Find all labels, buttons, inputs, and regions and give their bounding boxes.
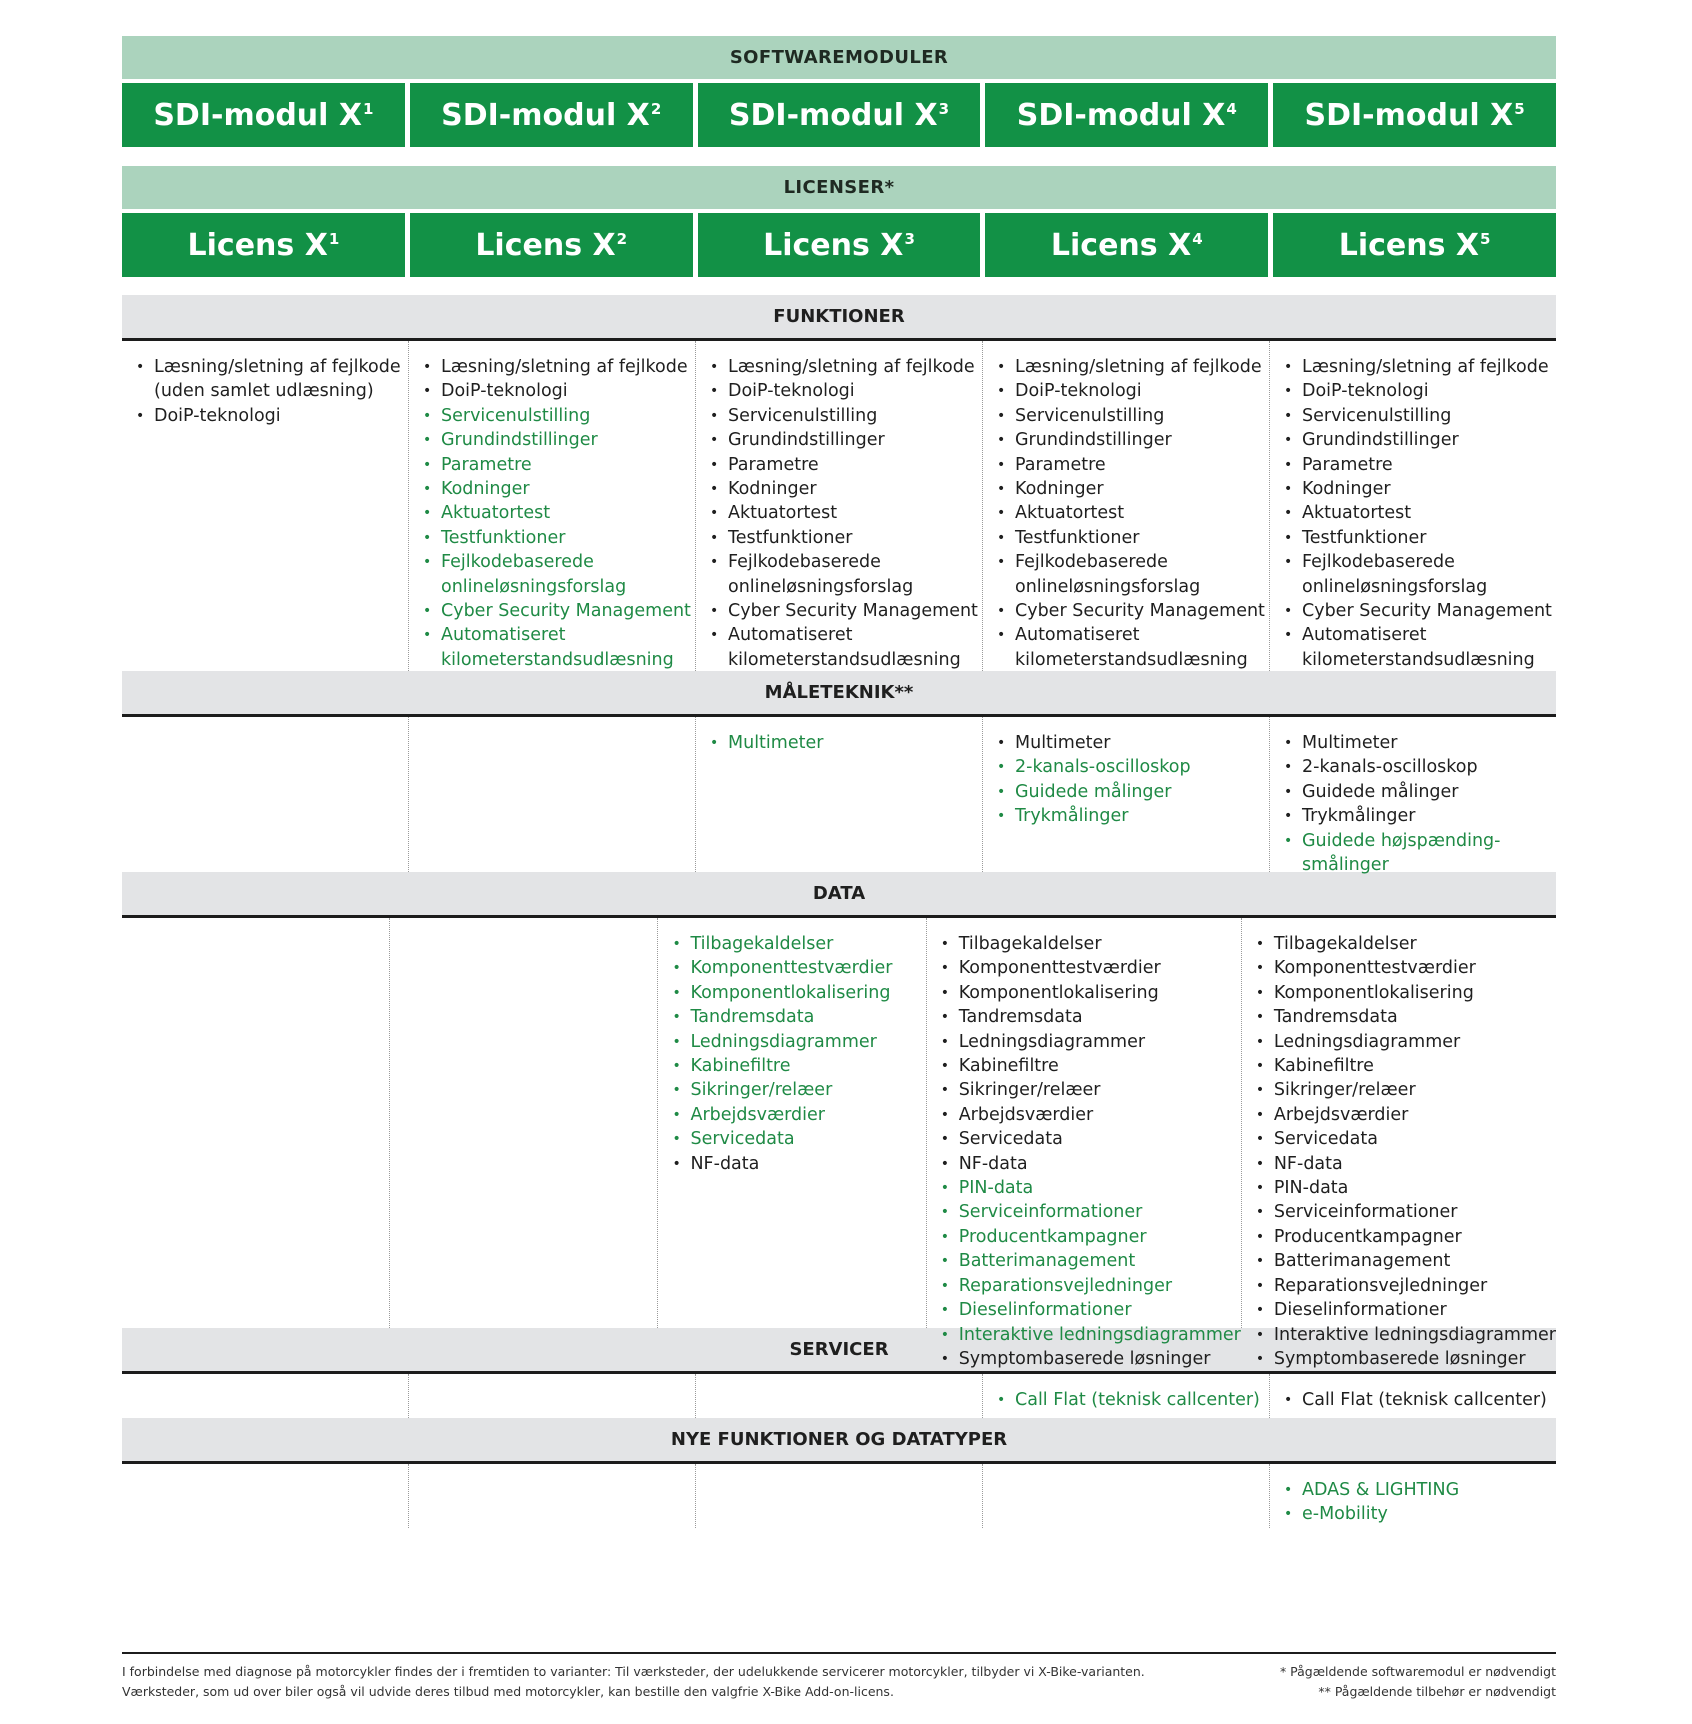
feature-item: • Servicenulstilling [421, 404, 695, 428]
feature-item: • Grundindstillinger [708, 428, 982, 452]
section-cell [695, 1374, 982, 1418]
section-cell [122, 1464, 408, 1528]
footer-note-line: Værksteder, som ud over biler også vil udvide deres tilbud med motorcykler, kan bestille den valgfrie X-Bike Add-on-licens. [122, 1684, 894, 1699]
feature-item: • Interaktive ledningsdiagrammer [939, 1323, 1241, 1347]
footnote-software: * Pågældende softwaremodul er nødvendigt [1279, 1664, 1556, 1679]
feature-list [1282, 1388, 1556, 1412]
feature-item: • Tilbagekaldelser [939, 932, 1241, 956]
feature-item: • Servicedata [939, 1127, 1241, 1151]
feature-item: • Serviceinformationer [1254, 1200, 1556, 1224]
feature-item: • Servicenulstilling [708, 404, 982, 428]
feature-item: • NF-data [1254, 1152, 1556, 1176]
feature-item: • Producentkampagner [1254, 1225, 1556, 1249]
feature-item: • Parametre [1282, 453, 1556, 477]
feature-item: onlineløsningsforslag [728, 576, 914, 597]
feature-item: • Call Flat (teknisk callcenter) [995, 1388, 1269, 1412]
feature-item: • Tandremsdata [939, 1005, 1241, 1029]
feature-item: • PIN-data [939, 1176, 1241, 1200]
feature-list [995, 1388, 1269, 1412]
feature-item: • DoiP-teknologi [995, 379, 1269, 403]
section-cell [1269, 1464, 1556, 1528]
feature-item: • Kodninger [1282, 477, 1556, 501]
feature-item: • Komponenttestværdier [670, 956, 925, 980]
feature-item: • Servicenulstilling [995, 404, 1269, 428]
feature-item: • Testfunktioner [421, 526, 695, 550]
section-row [122, 717, 1556, 876]
feature-item: • ADAS & LIGHTING [1282, 1478, 1556, 1502]
feature-item: • Grundindstillinger [421, 428, 695, 452]
feature-item: • Komponentlokalisering [1254, 981, 1556, 1005]
section-cell [408, 717, 695, 872]
section-cell [122, 341, 408, 671]
feature-item: • Komponentlokalisering [670, 981, 925, 1005]
feature-item: • Aktuatortest [421, 501, 695, 525]
feature-item: • Fejlkodebaserede [995, 550, 1269, 574]
feature-item: • Testfunktioner [708, 526, 982, 550]
section-cell [1269, 717, 1556, 876]
feature-item: • Trykmålinger [1282, 804, 1556, 828]
section-cell [408, 1374, 695, 1418]
feature-item: • Kodninger [995, 477, 1269, 501]
feature-item: • Producentkampagner [939, 1225, 1241, 1249]
section-cell [122, 1374, 408, 1418]
feature-item: • 2-kanals-oscilloskop [1282, 755, 1556, 779]
licenser-header: LICENSER* [122, 166, 1556, 209]
module-cell: SDI-modul X $^1$ [122, 83, 405, 147]
feature-item: • Testfunktioner [995, 526, 1269, 550]
feature-item: • Symptombaserede løsninger [1254, 1347, 1556, 1371]
feature-item: • Arbejdsværdier [939, 1103, 1241, 1127]
feature-item: • Cyber Security Management [995, 599, 1269, 623]
feature-item: • Kabinefiltre [1254, 1054, 1556, 1078]
feature-list [708, 355, 982, 672]
section-row [122, 341, 1556, 671]
feature-item: • e-Mobility [1282, 1502, 1556, 1526]
feature-item: • Sikringer/relæer [1254, 1078, 1556, 1102]
feature-item: • Servicenulstilling [1282, 404, 1556, 428]
section-cell [926, 918, 1241, 1369]
section-cell [408, 341, 695, 671]
feature-item: • Servicedata [1254, 1127, 1556, 1151]
feature-item: • Læsning/sletning af fejlkode [708, 355, 982, 379]
feature-item: • Cyber Security Management [1282, 599, 1556, 623]
section-cell [122, 918, 389, 1328]
footnote-accessory: ** Pågældende tilbehør er nødvendigt [1318, 1684, 1556, 1699]
feature-list [134, 355, 408, 428]
feature-item: • DoiP-teknologi [1282, 379, 1556, 403]
feature-item: • Komponenttestværdier [1254, 956, 1556, 980]
section-cell [389, 918, 657, 1328]
feature-item: • Cyber Security Management [421, 599, 695, 623]
feature-item: • Læsning/sletning af fejlkode [1282, 355, 1556, 379]
feature-item: • Tandremsdata [1254, 1005, 1556, 1029]
feature-list [995, 355, 1269, 672]
section-header: FUNKTIONER [122, 295, 1556, 341]
feature-item: onlineløsningsforslag [441, 576, 627, 597]
feature-item: • Læsning/sletning af fejlkode [995, 355, 1269, 379]
section-header: DATA [122, 872, 1556, 918]
feature-item: • Servicedata [670, 1127, 925, 1151]
section-cell [1269, 1374, 1556, 1418]
comparison-table [122, 36, 1556, 1528]
license-cell: Licens X $^5$ [1273, 213, 1556, 277]
module-row [122, 83, 1556, 147]
feature-item: • Læsning/sletning af fejlkode [421, 355, 695, 379]
section-cell [657, 918, 925, 1328]
feature-item: • Guidede målinger [995, 780, 1269, 804]
feature-item: • Kabinefiltre [939, 1054, 1241, 1078]
feature-item: • Cyber Security Management [708, 599, 982, 623]
license-cell: Licens X $^1$ [122, 213, 405, 277]
feature-list [1282, 731, 1556, 877]
section-cell [982, 1464, 1269, 1528]
section-cell [695, 1464, 982, 1528]
feature-item: • Sikringer/relæer [670, 1078, 925, 1102]
section-header: NYE FUNKTIONER OG DATATYPER [122, 1418, 1556, 1464]
feature-item: • Tandremsdata [670, 1005, 925, 1029]
feature-item: • Parametre [421, 453, 695, 477]
footer-footnotes [1280, 1662, 1556, 1702]
feature-item: • NF-data [670, 1152, 925, 1176]
feature-item: onlineløsningsforslag [1015, 576, 1201, 597]
feature-item: • Automatiseret [708, 623, 982, 647]
feature-item: (uden samlet udlæsning) [154, 381, 374, 402]
feature-item: • Fejlkodebaserede [421, 550, 695, 574]
feature-list [708, 731, 982, 755]
feature-item: • Tilbagekaldelser [670, 932, 925, 956]
section-cell [122, 717, 408, 872]
feature-item: • Automatiseret [421, 623, 695, 647]
feature-item: • Automatiseret [1282, 623, 1556, 647]
feature-item: • PIN-data [1254, 1176, 1556, 1200]
feature-item: kilometerstandsudlæsning [1302, 649, 1535, 670]
feature-list [1282, 1478, 1556, 1527]
feature-item: • Reparationsvejledninger [1254, 1274, 1556, 1298]
feature-item: • 2-kanals-oscilloskop [995, 755, 1269, 779]
feature-item: • NF-data [939, 1152, 1241, 1176]
section-cell [1269, 341, 1556, 671]
feature-item: • Arbejdsværdier [670, 1103, 925, 1127]
feature-list [421, 355, 695, 672]
feature-item: • Serviceinformationer [939, 1200, 1241, 1224]
feature-item: • Multimeter [995, 731, 1269, 755]
license-cell: Licens X $^2$ [410, 213, 693, 277]
feature-item: • Guidede højspænding- [1282, 829, 1556, 853]
module-cell: SDI-modul X $^4$ [985, 83, 1268, 147]
feature-item: • Kodninger [708, 477, 982, 501]
feature-item: • Dieselinformationer [1254, 1298, 1556, 1322]
feature-list [1254, 932, 1556, 1371]
section-cell [982, 1374, 1269, 1418]
softwaremoduler-header: SOFTWAREMODULER [122, 36, 1556, 79]
section-cell [1241, 918, 1556, 1369]
feature-item: kilometerstandsudlæsning [1015, 649, 1248, 670]
feature-item: • Multimeter [708, 731, 982, 755]
feature-item: • Grundindstillinger [995, 428, 1269, 452]
feature-item: • Tilbagekaldelser [1254, 932, 1556, 956]
feature-item: • Fejlkodebaserede [1282, 550, 1556, 574]
feature-item: • Trykmålinger [995, 804, 1269, 828]
feature-item: kilometerstandsudlæsning [441, 649, 674, 670]
footer [122, 1652, 1556, 1702]
feature-item: • Multimeter [1282, 731, 1556, 755]
feature-item: • Parametre [708, 453, 982, 477]
feature-item: • Reparationsvejledninger [939, 1274, 1241, 1298]
footer-note [122, 1662, 1145, 1702]
feature-item: • Testfunktioner [1282, 526, 1556, 550]
feature-item: • Guidede målinger [1282, 780, 1556, 804]
section-header: SERVICER [122, 1328, 1556, 1374]
feature-item: • DoiP-teknologi [421, 379, 695, 403]
section-header: MÅLETEKNIK** [122, 671, 1556, 717]
module-cell: SDI-modul X $^3$ [698, 83, 981, 147]
section-cell [982, 341, 1269, 671]
feature-sections [122, 295, 1556, 1528]
feature-list [939, 932, 1241, 1371]
feature-item: • Arbejdsværdier [1254, 1103, 1556, 1127]
license-row [122, 213, 1556, 277]
feature-item: • Symptombaserede løsninger [939, 1347, 1241, 1371]
footer-note-line: I forbindelse med diagnose på motorcykler findes der i fremtiden to varianter: Til værksteder, der udelukkende servicerer motorcykler, tilbyder vi X-Bike-varianten. [122, 1664, 1145, 1679]
feature-list [995, 731, 1269, 829]
feature-item: • Læsning/sletning af fejlkode [134, 355, 408, 379]
section-cell [695, 341, 982, 671]
feature-item: • Interaktive ledningsdiagrammer [1254, 1323, 1556, 1347]
feature-item: • Aktuatortest [995, 501, 1269, 525]
section-cell [695, 717, 982, 872]
feature-item: • Batterimanagement [939, 1249, 1241, 1273]
feature-item: smålinger [1302, 855, 1389, 876]
section-cell [982, 717, 1269, 872]
license-cell: Licens X $^4$ [985, 213, 1268, 277]
feature-item: • Batterimanagement [1254, 1249, 1556, 1273]
feature-item: • Fejlkodebaserede [708, 550, 982, 574]
feature-item: • Sikringer/relæer [939, 1078, 1241, 1102]
feature-list [1282, 355, 1556, 672]
feature-item: • Aktuatortest [1282, 501, 1556, 525]
feature-item: • DoiP-teknologi [134, 404, 408, 428]
feature-item: • Grundindstillinger [1282, 428, 1556, 452]
feature-item: • Call Flat (teknisk callcenter) [1282, 1388, 1556, 1412]
section-cell [408, 1464, 695, 1528]
feature-item: • Ledningsdiagrammer [670, 1030, 925, 1054]
feature-item: • Aktuatortest [708, 501, 982, 525]
feature-list [670, 932, 925, 1176]
license-cell: Licens X $^3$ [698, 213, 981, 277]
module-cell: SDI-modul X $^2$ [410, 83, 693, 147]
section-row [122, 1374, 1556, 1418]
feature-item: • Komponenttestværdier [939, 956, 1241, 980]
feature-item: kilometerstandsudlæsning [728, 649, 961, 670]
feature-item: • Parametre [995, 453, 1269, 477]
feature-item: • Kodninger [421, 477, 695, 501]
module-cell: SDI-modul X $^5$ [1273, 83, 1556, 147]
feature-item: • Ledningsdiagrammer [1254, 1030, 1556, 1054]
feature-item: • Automatiseret [995, 623, 1269, 647]
feature-item: onlineløsningsforslag [1302, 576, 1488, 597]
feature-item: • Kabinefiltre [670, 1054, 925, 1078]
section-row [122, 1464, 1556, 1528]
feature-item: • DoiP-teknologi [708, 379, 982, 403]
feature-item: • Komponentlokalisering [939, 981, 1241, 1005]
feature-item: • Ledningsdiagrammer [939, 1030, 1241, 1054]
feature-item: • Dieselinformationer [939, 1298, 1241, 1322]
